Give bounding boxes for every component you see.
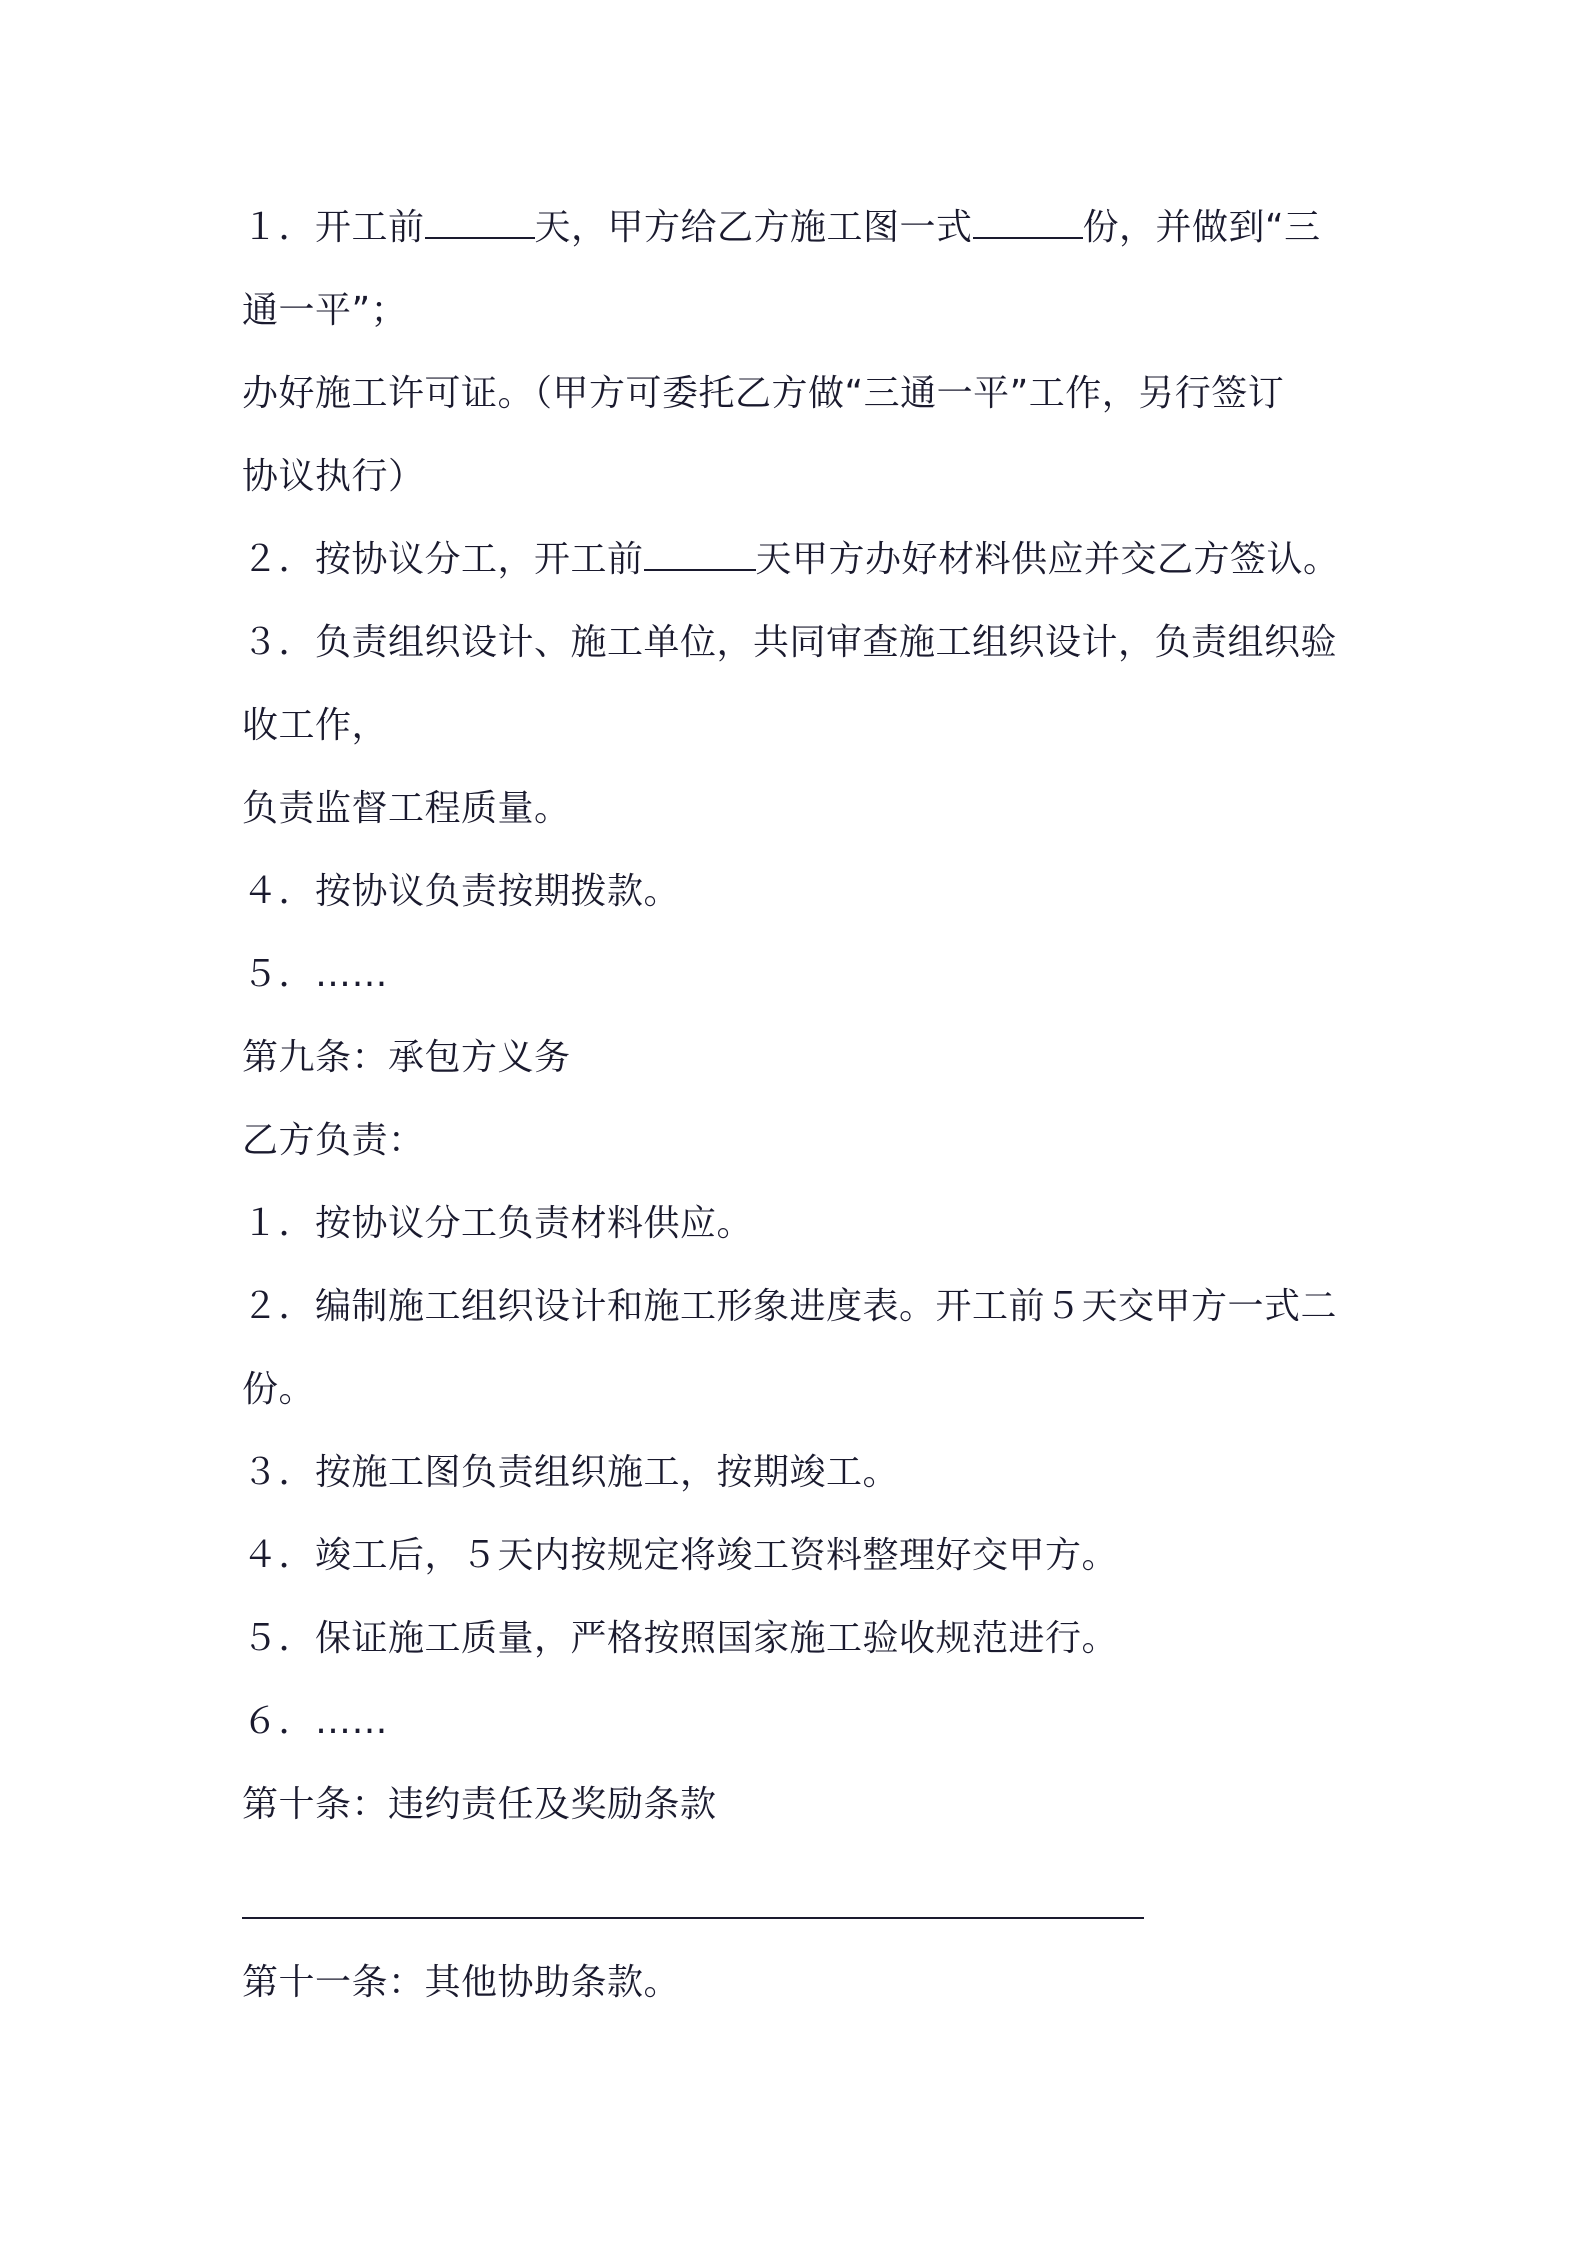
employer-item-1-part-a: １．开工前 — [242, 207, 425, 248]
article-9-title: 第九条：承包方义务 — [242, 1037, 571, 1078]
employer-item-3-line-2: 负责监督工程质量。 — [242, 788, 571, 829]
contractor-item-3: ３．按施工图负责组织施工，按期竣工。 — [242, 1452, 900, 1493]
contractor-item-1: １．按协议分工负责材料供应。 — [242, 1203, 754, 1244]
contractor-item-6: ６．…… — [242, 1701, 389, 1742]
employer-item-3: ３．负责组织设计、施工单位，共同审查施工组织设计，负责组织验 — [242, 622, 1338, 663]
employer-item-5: ５．…… — [242, 954, 389, 995]
employer-item-2-part-a: ２．按协议分工，开工前 — [242, 539, 644, 580]
employer-item-1-line-2: 办好施工许可证。（甲方可委托乙方做“三通一平”工作，另行签订 — [242, 373, 1285, 414]
employer-item-1 — [242, 206, 1321, 250]
article-10-title: 第十条：违约责任及奖励条款 — [242, 1784, 717, 1825]
contractor-item-4: ４．竣工后，５天内按规定将竣工资料整理好交甲方。 — [242, 1535, 1119, 1576]
article-10-blank-line — [242, 1917, 1144, 1919]
employer-item-2-part-b: 天甲方办好材料供应并交乙方签认。 — [755, 539, 1340, 580]
employer-item-1-line-2-continuation: 协议执行） — [242, 456, 425, 497]
employer-item-4: ４．按协议负责按期拨款。 — [242, 871, 681, 912]
blank-days-field — [425, 207, 535, 239]
blank-copies-field — [973, 207, 1083, 239]
contractor-item-2: ２．编制施工组织设计和施工形象进度表。开工前５天交甲方一式二 — [242, 1286, 1338, 1327]
employer-item-1-continuation: 通一平”； — [242, 290, 408, 331]
employer-item-1-part-b: 天，甲方给乙方施工图一式 — [534, 207, 973, 248]
article-11-title: 第十一条：其他协助条款。 — [242, 1962, 681, 2003]
employer-item-3-continuation: 收工作， — [242, 705, 389, 746]
employer-item-1-part-c: 份，并做到“三 — [1082, 207, 1321, 248]
employer-item-2 — [242, 538, 1340, 582]
contractor-intro: 乙方负责： — [242, 1120, 425, 1161]
blank-material-days-field — [644, 539, 756, 571]
contractor-item-2-continuation: 份。 — [242, 1369, 316, 1410]
contractor-item-5: ５．保证施工质量，严格按照国家施工验收规范进行。 — [242, 1618, 1119, 1659]
